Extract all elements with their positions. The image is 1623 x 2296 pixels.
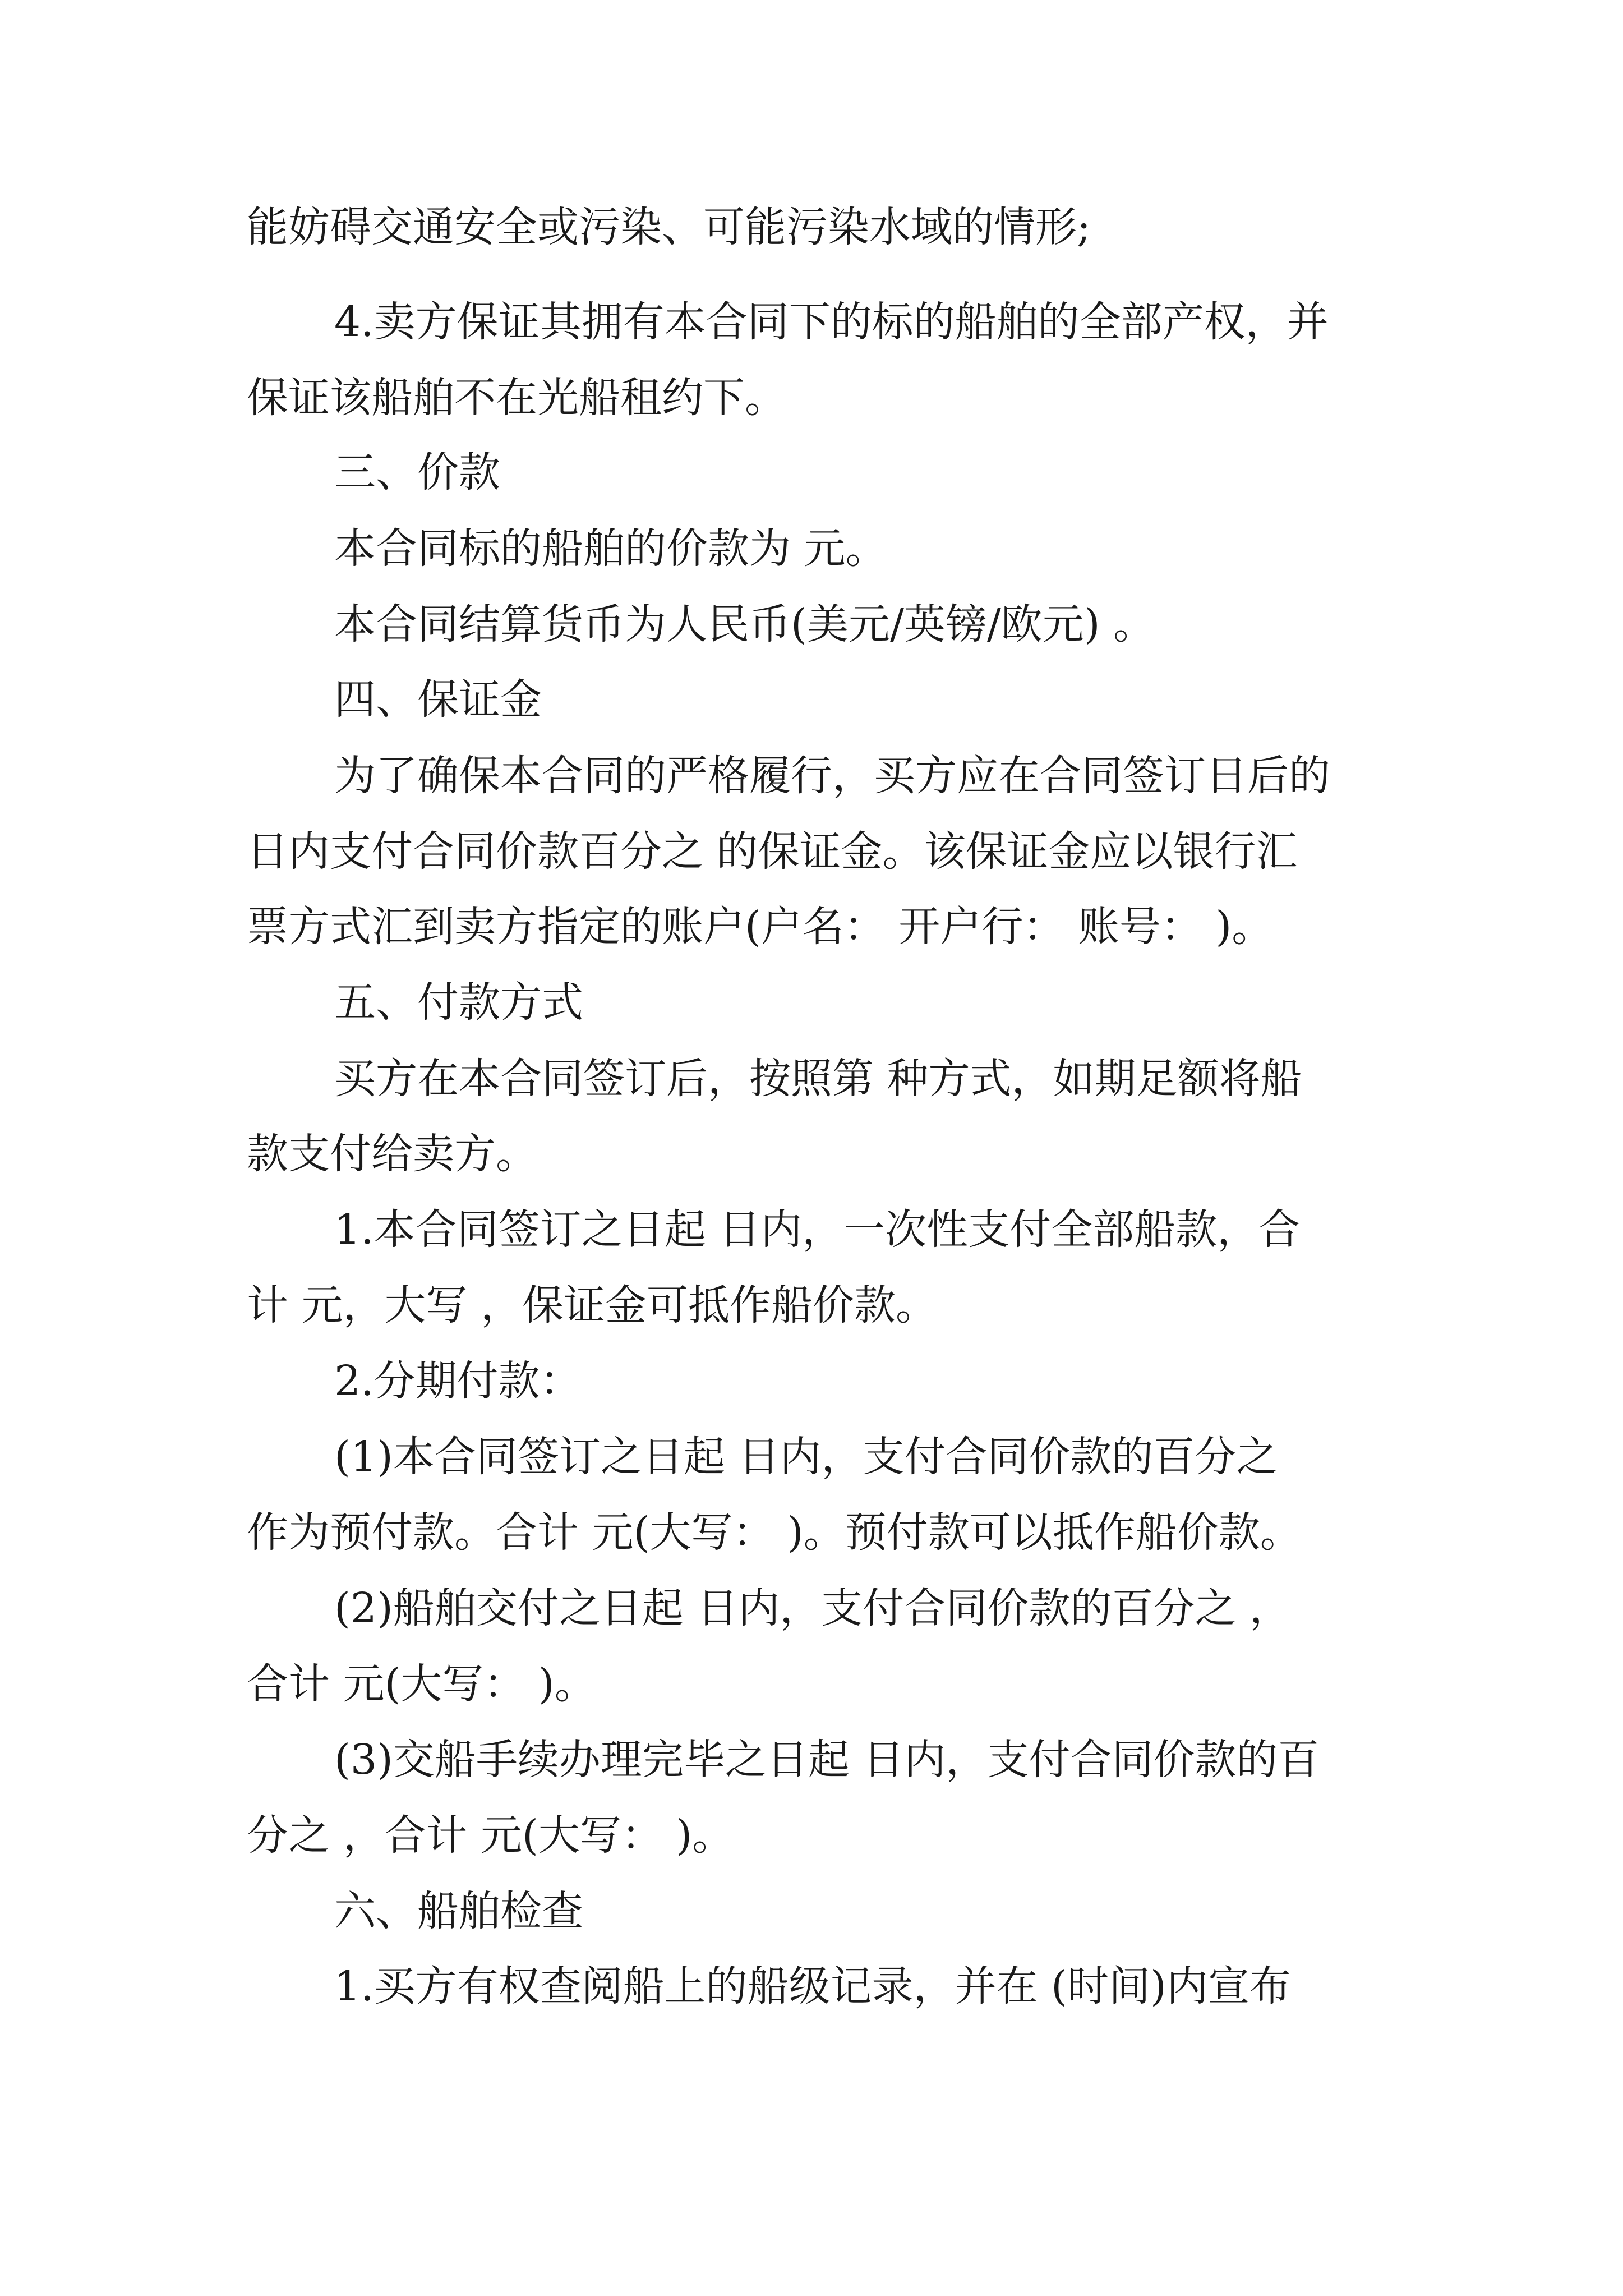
text-line: 款支付给卖方。 [247, 1130, 537, 1178]
text-line: 合计 元(大写： )。 [247, 1660, 596, 1708]
text-line: 分之 ，合计 元(大写： )。 [247, 1811, 734, 1860]
text-line: 票方式汇到卖方指定的账户(户名： 开户行： 账号： )。 [247, 903, 1274, 951]
text-line: 2.分期付款： [334, 1357, 582, 1405]
text-line: 日内支付合同价款百分之 的保证金。该保证金应以银行汇 [247, 827, 1298, 876]
text-line: 本合同标的船舶的价款为 元。 [334, 524, 887, 573]
text-line: 1.买方有权查阅船上的船级记录，并在 (时间)内宣布 [334, 1962, 1291, 2010]
section-heading: 三、价款 [334, 448, 500, 496]
section-heading: 四、保证金 [334, 675, 542, 724]
text-line: (1)本合同签订之日起 日内，支付合同价款的百分之 [334, 1433, 1278, 1481]
section-heading: 五、付款方式 [334, 978, 583, 1027]
text-line: 4.卖方保证其拥有本合同下的标的船舶的全部产权，并 [334, 298, 1329, 346]
text-line: 为了确保本合同的严格履行，买方应在合同签订日后的 [334, 752, 1330, 800]
text-line: 计 元，大写 ，保证金可抵作船价款。 [247, 1281, 938, 1329]
text-line: 本合同结算货币为人民币(美元/英镑/欧元) 。 [334, 600, 1155, 648]
section-heading: 六、船舶检查 [334, 1887, 583, 1935]
text-line: 作为预付款。合计 元(大写： )。预付款可以抵作船价款。 [247, 1508, 1302, 1557]
text-line: 买方在本合同签订后，按照第 种方式，如期足额将船 [334, 1055, 1302, 1103]
text-line: 保证该船舶不在光船租约下。 [247, 374, 786, 422]
text-line: (2)船舶交付之日起 日内，支付合同价款的百分之 ， [334, 1584, 1291, 1632]
text-line: 1.本合同签订之日起 日内，一次性支付全部船款，合 [334, 1205, 1301, 1254]
text-line: (3)交船手续办理完毕之日起 日内，支付合同价款的百 [334, 1736, 1320, 1784]
text-line: 能妨碍交通安全或污染、可能污染水域的情形; [247, 203, 1091, 251]
